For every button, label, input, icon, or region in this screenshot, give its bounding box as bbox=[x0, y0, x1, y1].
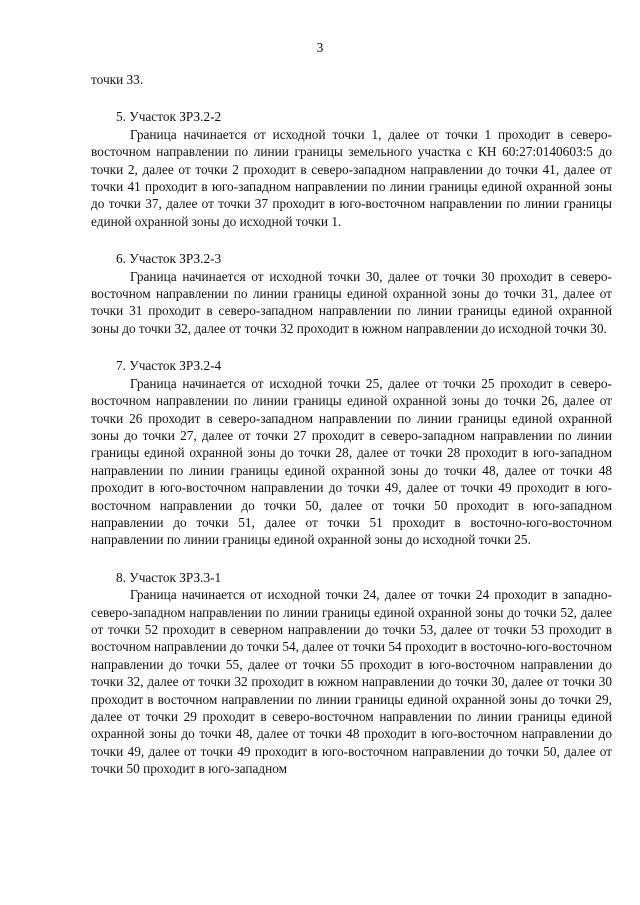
section-6 bbox=[91, 250, 612, 337]
section-text: Граница начинается от исходной точки 1, далее от точки 1 проходит в северо-восточном направлении по линии границы земельного участка с КН 60:27:0140603:5 до точки 2, далее от точки 2 проходит в северо-западном направлении до точки 41, далее от точки 41 проходит в юго-западном направлении по линии границы единой охранной зоны до точки 37, далее от точки 37 проходит в юго-восточном направлении по линии границы единой охранной зоны до исходной точки 1. bbox=[91, 126, 612, 229]
section-5 bbox=[91, 108, 612, 230]
document-body bbox=[91, 71, 612, 778]
page-number: 3 bbox=[316, 40, 324, 55]
section-text: Граница начинается от исходной точки 25, далее от точки 25 проходит в северо-восточном направлении по линии границы единой охранной зоны до точки 26, далее от точки 26 проходит в северо-западном направлении по линии границы единой охранной зоны до точки 27, далее от точки 27 проходит в северо-западном направлении по линии границы единой охранной зоны до точки 28, далее от точки 28 проходит в юго-западном направлении по линии границы единой охранной зоны до точки 48, далее от точки 48 проходит в юго-восточном направлении до точки 49, далее от точки 49 проходит в юго-восточном направлении до точки 50, далее от точки 50 проходит в юго-западном направлении до точки 51, далее от точки 51 проходит в восточно-юго-восточном направлении по линии границы единой охранной зоны до исходной точки 25. bbox=[91, 375, 612, 548]
section-7 bbox=[91, 357, 612, 548]
section-heading: 8. Участок ЗРЗ.3-1 bbox=[116, 569, 222, 585]
section-heading: 5. Участок ЗРЗ.2-2 bbox=[116, 109, 222, 125]
section-8 bbox=[91, 569, 612, 778]
section-heading: 6. Участок ЗРЗ.2-3 bbox=[116, 251, 222, 267]
section-text: Граница начинается от исходной точки 24, далее от точки 24 проходит в западно-северо-западном направлении по линии границы единой охранной зоны до точки 52, далее от точки 52 проходит в северном направлении до точки 53, далее от точки 53 проходит в восточном направлении до точки 54, далее от точки 54 проходит в восточно-юго-восточном направлении до точки 55, далее от точки 55 проходит в юго-восточном направлении до точки 32, далее от точки 32 проходит в южном направлении до точки 30, далее от точки 30 проходит в восточном направлении по линии границы единой охранной зоны до точки 29, далее от точки 29 проходит в северо-восточном направлении по линии границы единой охранной зоны до точки 48, далее от точки 48 проходит в юго-восточном направлении до точки 49, далее от точки 49 проходит в юго-восточном направлении до точки 50, далее от точки 50 проходит в юго-западном bbox=[91, 587, 612, 777]
continuation-text: точки 33. bbox=[91, 72, 144, 87]
section-heading: 7. Участок ЗРЗ.2-4 bbox=[116, 358, 222, 374]
section-text: Граница начинается от исходной точки 30, далее от точки 30 проходит в северо-восточном направлении по линии границы единой охранной зоны до точки 31, далее от точки 31 проходит в северо-западном направлении по линии границы единой охранной зоны до точки 32, далее от точки 32 проходит в южном направлении до исходной точки 30. bbox=[91, 268, 612, 336]
